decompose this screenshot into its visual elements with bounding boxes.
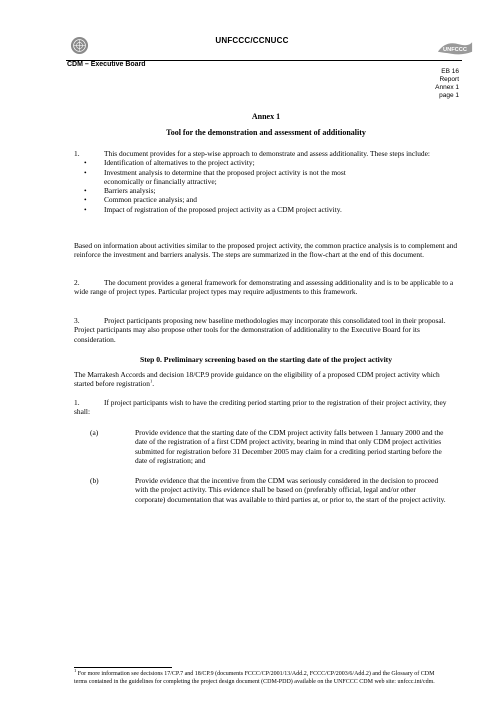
list-item: • Impact of registration of the proposed project activity as a CDM project activity.	[84, 204, 342, 214]
footnote-text: For more information see decisions 17/CP.7 and 18/CP.9 (documents FCCC/CP/2001/13/Add.2, FCCC/CP/2003/6/Add.2) and the Glossary of CDM terms contained in the guidelines for completing the project design document (CDM-PDD) available on the UNFCCC CDM web site: unfccc.int/cdm.	[74, 671, 435, 685]
paragraph-1	[74, 149, 458, 214]
para-number: 1.	[74, 398, 80, 407]
paragraph-2	[74, 278, 458, 297]
footnote	[74, 668, 446, 686]
meta-line: Report	[439, 76, 459, 83]
sub-item-text: Provide evidence that the starting date of the CDM project activity falls between 1 January 2000 and the date of the registration of a first CDM project activity, bearing in mind that only CDM project activities submitted for registration before 31 December 2005 may claim for a crediting period starting before the date of registration; and	[135, 428, 444, 465]
paragraph-3	[74, 316, 458, 344]
list-item: • Investment analysis to determine that the proposed project activity is not the most economically or financially attractive;	[84, 167, 346, 186]
header-meta	[435, 68, 459, 100]
steps-list	[74, 158, 458, 214]
sub-item-text: Provide evidence that the incentive from the CDM was seriously considered in the decision to proceed with the project activity. This evidence shall be based on (preferably official, legal and/or other corporate) documentation that was available to third parties at, or prior to, the start of the project activity.	[135, 476, 446, 504]
paragraph-based: Based on information about activities similar to the proposed project activity, the common practice analysis is to complement and reinforce the investment and barriers analysis. The steps are summarized in the flow-chart at the end of this document.	[74, 241, 458, 260]
footnote-number: 1	[74, 668, 77, 673]
para-text: The document provides a general framework for demonstrating and assessing additionality and is to be applicable to a wide range of project types. Particular project types may require adjustments to this framework.	[74, 278, 454, 297]
step0-title: Step 0. Preliminary screening based on the starting date of the project activity	[139, 355, 393, 364]
sub-item-label: (a)	[90, 428, 99, 437]
para-number: 2.	[74, 278, 80, 287]
meta-line: Annex 1	[435, 84, 459, 91]
meta-line: EB 16	[441, 68, 459, 75]
unfccc-logo-text: UNFCCC	[442, 46, 468, 53]
step0-intro: The Marrakesh Accords and decision 18/CP.9 provide guidance on the eligibility of a proposed CDM project activity which started before registration$^1$.	[74, 370, 440, 389]
para-text: Project participants proposing new baseline methodologies may incorporate this consolidated tool in their proposal. Project participants may also propose other tools for the demonstration of additionality to the Executive Board for its consideration.	[74, 316, 446, 344]
list-item: • Barriers analysis;	[84, 186, 156, 196]
header-board: CDM – Executive Board	[67, 61, 146, 68]
unfccc-logo	[436, 38, 474, 58]
para-number: 3.	[74, 316, 80, 325]
list-item: • Common practice analysis; and	[84, 195, 197, 205]
sub-item-b	[90, 476, 446, 504]
header-org: UNFCCC/CCNUCC	[215, 36, 289, 45]
footnote-rule	[74, 667, 172, 668]
doc-title: Tool for the demonstration and assessment of additionality	[166, 128, 366, 137]
sub-item-label: (b)	[90, 476, 99, 485]
para-text: If project participants wish to have the crediting period starting prior to the registration of their project activity, they shall:	[74, 398, 447, 417]
para-number: 1.	[74, 149, 80, 158]
step0-paragraph-1	[74, 398, 458, 417]
annex-title: Annex 1	[251, 112, 281, 121]
para-text: This document provides for a step-wise approach to demonstrate and assess additionality. These steps include:	[104, 149, 430, 158]
footnote-ref: 1	[149, 378, 153, 384]
sub-item-a	[90, 428, 446, 465]
meta-line: page 1	[439, 92, 459, 99]
list-item: • Identification of alternatives to the project activity;	[84, 158, 255, 168]
